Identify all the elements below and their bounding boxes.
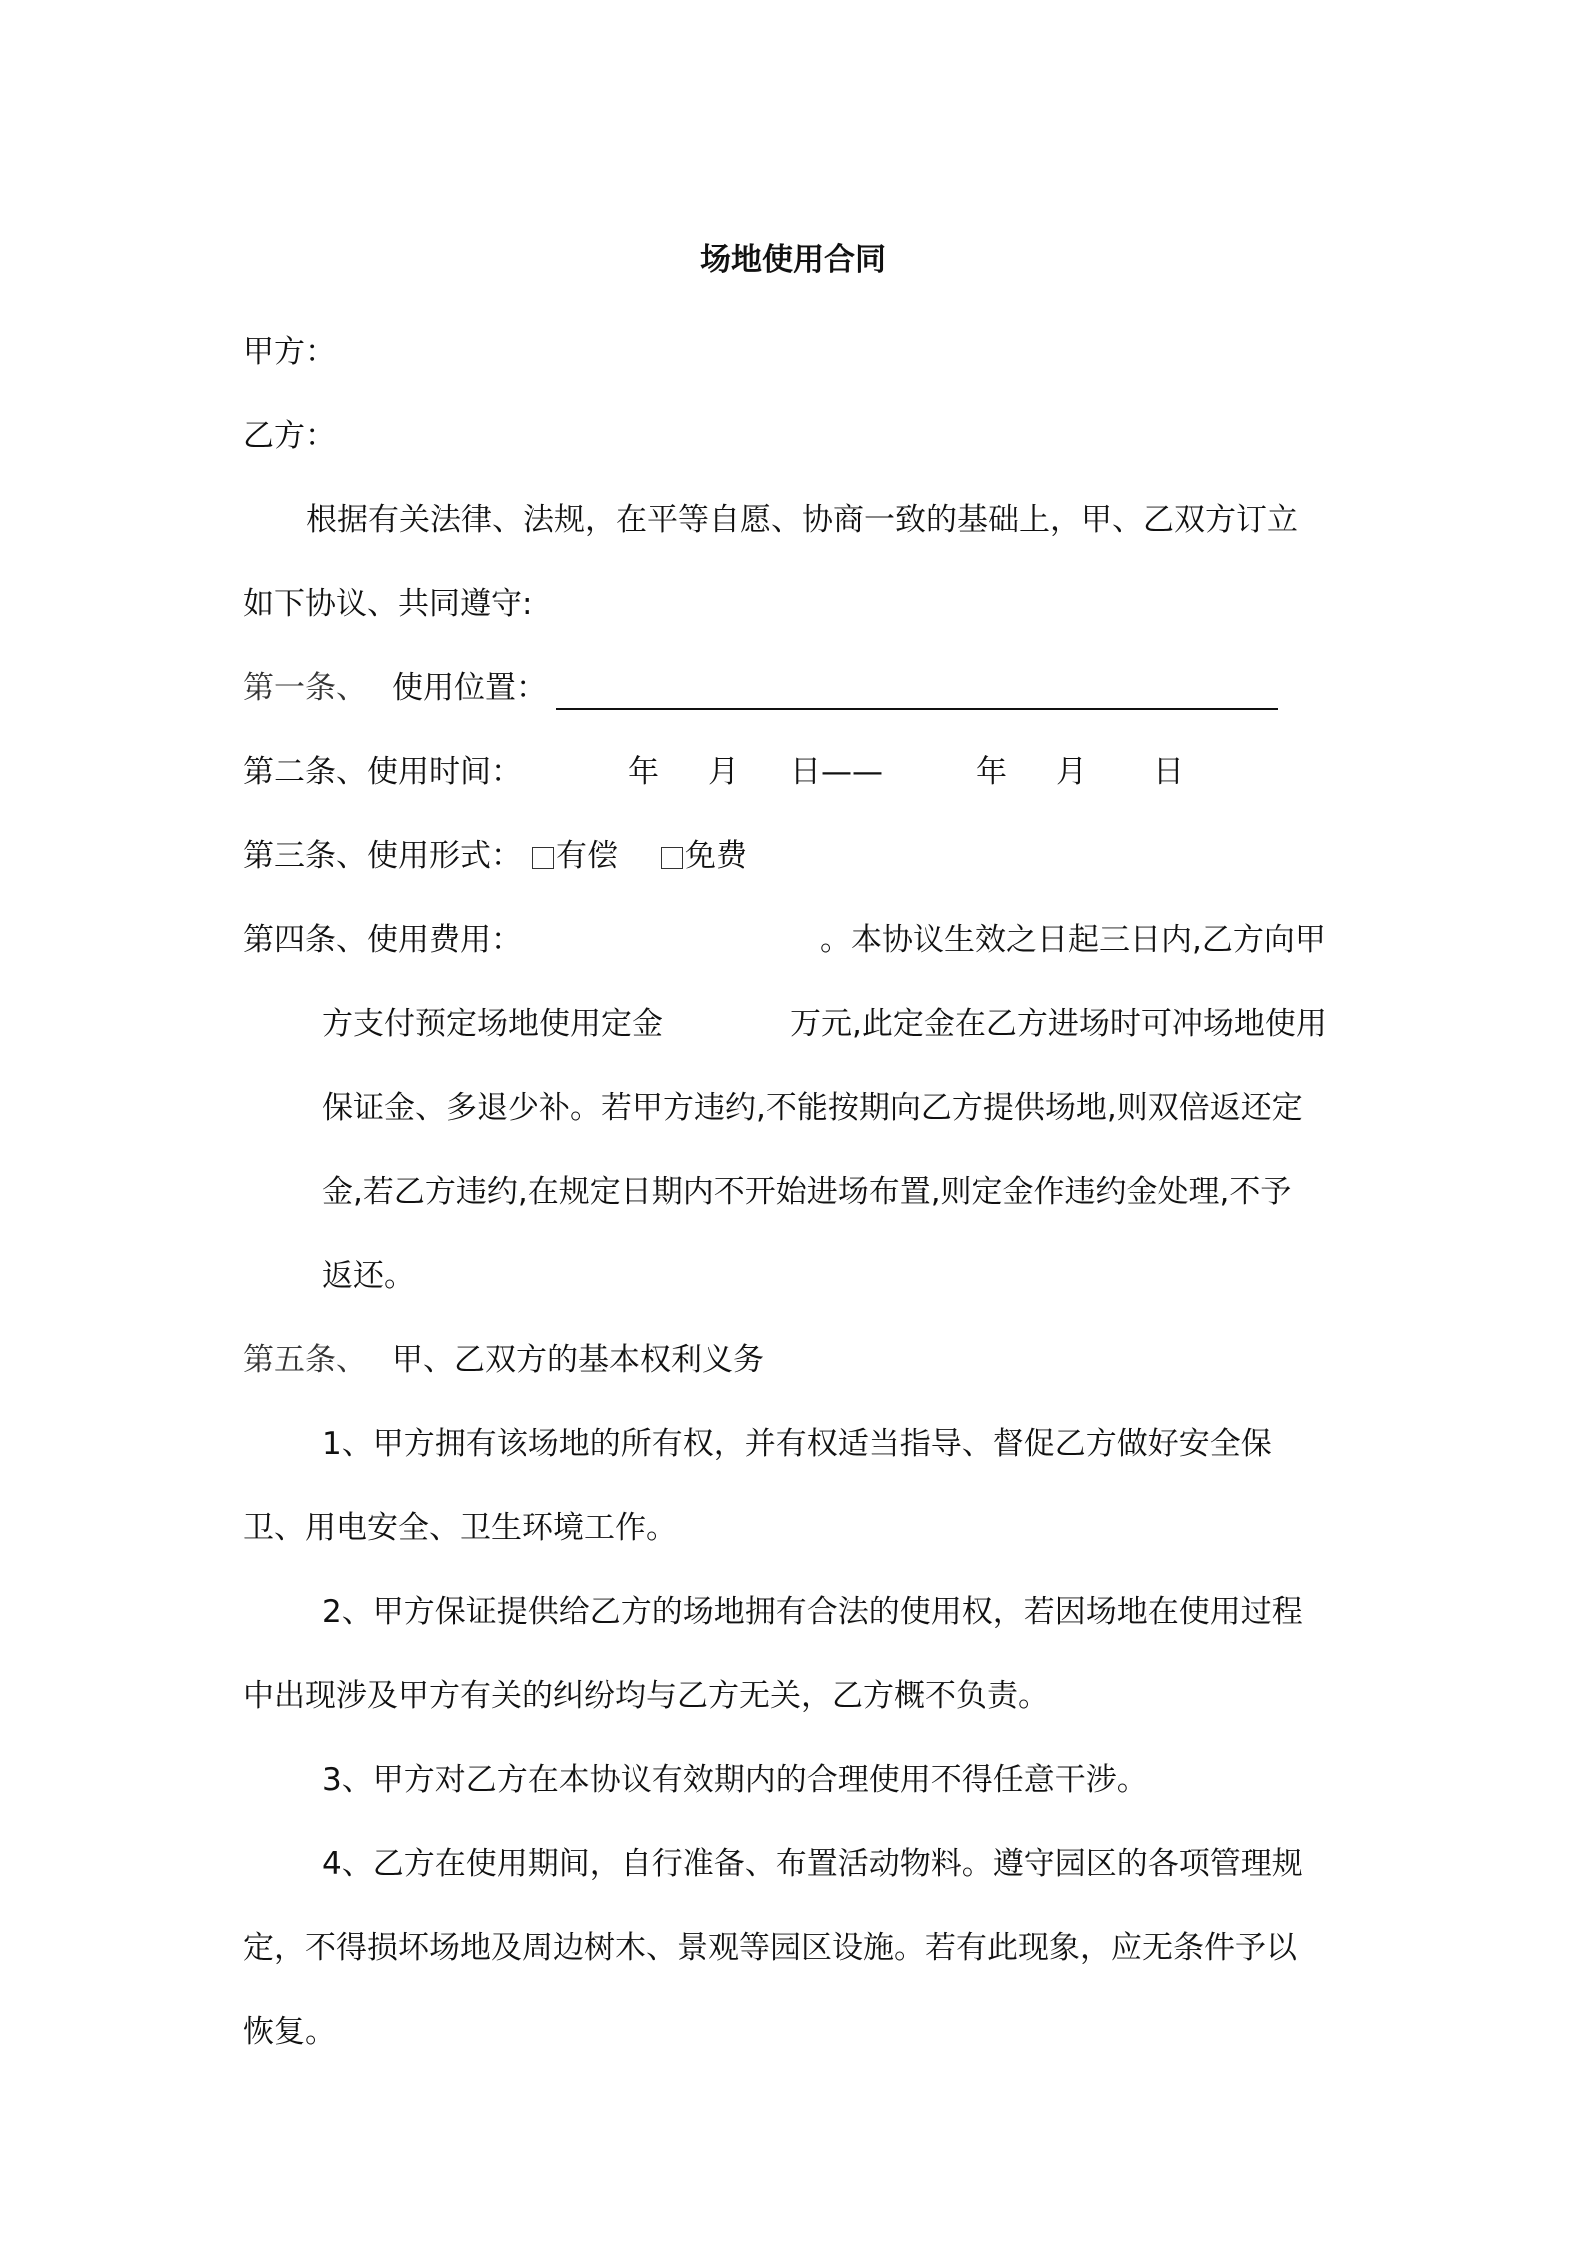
article1-label: 第一条、	[243, 670, 367, 706]
article2-month-start: 月	[708, 754, 739, 790]
article2-day-end: 日	[1153, 754, 1184, 790]
party-b-line: 乙方：	[243, 418, 336, 454]
article4-line-5: 返还。	[322, 1258, 415, 1294]
article2-day-start: 日——	[790, 754, 883, 790]
article2-label: 第二条、使用时间：	[243, 754, 522, 790]
item2-line-1: 2、甲方保证提供给乙方的场地拥有合法的使用权，若因场地在使用过程	[322, 1594, 1303, 1630]
item3-line-1: 3、甲方对乙方在本协议有效期内的合理使用不得任意干涉。	[322, 1762, 1148, 1798]
article2-year-end: 年	[976, 754, 1007, 790]
preamble-line-2: 如下协议、共同遵守:	[243, 586, 533, 622]
preamble-line-1: 根据有关法律、法规，在平等自愿、协商一致的基础上，甲、乙双方订立	[306, 502, 1298, 538]
paid-label: 有偿	[556, 838, 618, 874]
article5-text: 甲、乙双方的基本权利义务	[392, 1342, 764, 1378]
article4-line-1: 。本协议生效之日起三日内,乙方向甲	[820, 922, 1326, 958]
free-checkbox	[661, 847, 683, 869]
article2-year-start: 年	[628, 754, 659, 790]
article4-line-4: 金,若乙方违约,在规定日期内不开始进场布置,则定金作违约金处理,不予	[322, 1174, 1292, 1210]
party-a-line: 甲方：	[243, 334, 336, 370]
article4-line-2b: 万元,此定金在乙方进场时可冲场地使用	[790, 1006, 1327, 1042]
article4-line-3: 保证金、多退少补。若甲方违约,不能按期向乙方提供场地,则双倍返还定	[322, 1090, 1303, 1126]
paid-checkbox	[532, 847, 554, 869]
article4-line-2a: 方支付预定场地使用定金	[322, 1006, 663, 1042]
item2-line-2: 中出现涉及甲方有关的纠纷均与乙方无关，乙方概不负责。	[243, 1678, 1049, 1714]
item1-line-2: 卫、用电安全、卫生环境工作。	[243, 1510, 677, 1546]
option-paid	[532, 836, 618, 876]
location-blank-line	[556, 708, 1278, 710]
item4-line-2: 定，不得损坏场地及周边树木、景观等园区设施。若有此现象，应无条件予以	[243, 1930, 1297, 1966]
article1-text: 使用位置：	[392, 670, 547, 706]
document-title: 场地使用合同	[700, 242, 886, 278]
article2-month-end: 月	[1056, 754, 1087, 790]
free-label: 免费	[685, 838, 747, 874]
article3-label: 第三条、使用形式：	[243, 838, 522, 874]
option-free	[661, 836, 747, 876]
item1-line-1: 1、甲方拥有该场地的所有权，并有权适当指导、督促乙方做好安全保	[322, 1426, 1272, 1462]
item4-line-1: 4、乙方在使用期间，自行准备、布置活动物料。遵守园区的各项管理规	[322, 1846, 1303, 1882]
article5-label: 第五条、	[243, 1342, 367, 1378]
article4-label: 第四条、使用费用：	[243, 922, 522, 958]
item4-line-3: 恢复。	[243, 2014, 336, 2050]
